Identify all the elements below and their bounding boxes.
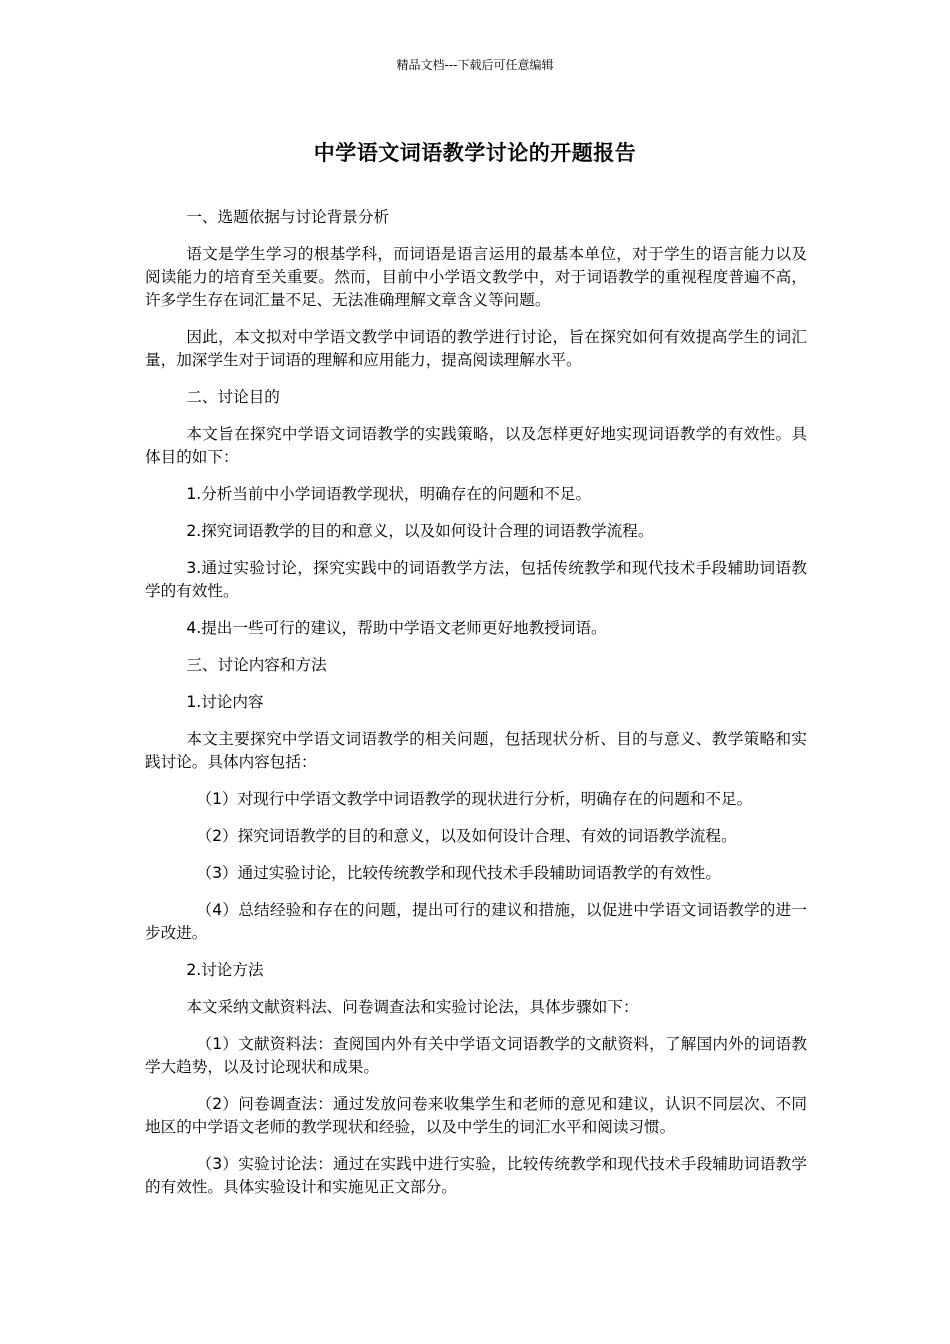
list-item: （1）文献资料法：查阅国内外有关中学语文词语教学的文献资料，了解国内外的词语教学大趋势，以及讨论现状和成果。 (145, 1035, 807, 1076)
list-item: （2）问卷调查法：通过发放问卷来收集学生和老师的意见和建议，认识不同层次、不同地区的中学语文老师的教学现状和经验，以及中学生的词汇水平和阅读习惯。 (145, 1095, 807, 1136)
document-body (145, 206, 807, 1213)
section-heading: 二、讨论目的 (186, 388, 280, 406)
paragraph: 语文是学生学习的根基学科，而词语是语言运用的最基本单位，对于学生的语言能力以及阅读能力的培育至关重要。然而，目前中小学语文教学中，对于词语教学的重视程度普遍不高，许多学生存在词汇量不足、无法准确理解文章含义等问题。 (145, 245, 807, 309)
paragraph: 本文采纳文献资料法、问卷调查法和实验讨论法，具体步骤如下： (186, 998, 639, 1016)
list-item: 4.提出一些可行的建议，帮助中学语文老师更好地教授词语。 (186, 619, 607, 637)
list-item: （3）实验讨论法：通过在实践中进行实验，比较传统教学和现代技术手段辅助词语教学的有效性。具体实验设计和实施见正文部分。 (145, 1155, 807, 1196)
paragraph: 本文主要探究中学语文词语教学的相关问题，包括现状分析、目的与意义、教学策略和实践讨论。具体内容包括： (145, 730, 807, 771)
list-item: （3）通过实验讨论，比较传统教学和现代技术手段辅助词语教学的有效性。 (196, 864, 721, 882)
subsection-heading: 1.讨论内容 (186, 693, 264, 711)
header-note: 精品文档---下载后可任意编辑 (396, 58, 554, 72)
list-item: （2）探究词语教学的目的和意义，以及如何设计合理、有效的词语教学流程。 (196, 827, 737, 845)
list-item: 3.通过实验讨论，探究实践中的词语教学方法，包括传统教学和现代技术手段辅助词语教学的有效性。 (145, 559, 807, 600)
paragraph: 本文旨在探究中学语文词语教学的实践策略，以及怎样更好地实现词语教学的有效性。具体目的如下： (145, 425, 807, 466)
list-item: （1）对现行中学语文教学中词语教学的现状进行分析，明确存在的问题和不足。 (196, 790, 753, 808)
list-item: 1.分析当前中小学词语教学现状，明确存在的问题和不足。 (186, 485, 592, 503)
document-title: 中学语文词语教学讨论的开题报告 (313, 141, 637, 165)
section-heading: 一、选题依据与讨论背景分析 (186, 208, 390, 226)
list-item: 2.探究词语教学的目的和意义，以及如何设计合理的词语教学流程。 (186, 522, 654, 540)
list-item: （4）总结经验和存在的问题，提出可行的建议和措施，以促进中学语文词语教学的进一步改进。 (145, 901, 807, 942)
section-heading: 三、讨论内容和方法 (186, 656, 327, 674)
subsection-heading: 2.讨论方法 (186, 961, 264, 979)
paragraph: 因此，本文拟对中学语文教学中词语的教学进行讨论，旨在探究如何有效提高学生的词汇量，加深学生对于词语的理解和应用能力，提高阅读理解水平。 (145, 328, 807, 369)
